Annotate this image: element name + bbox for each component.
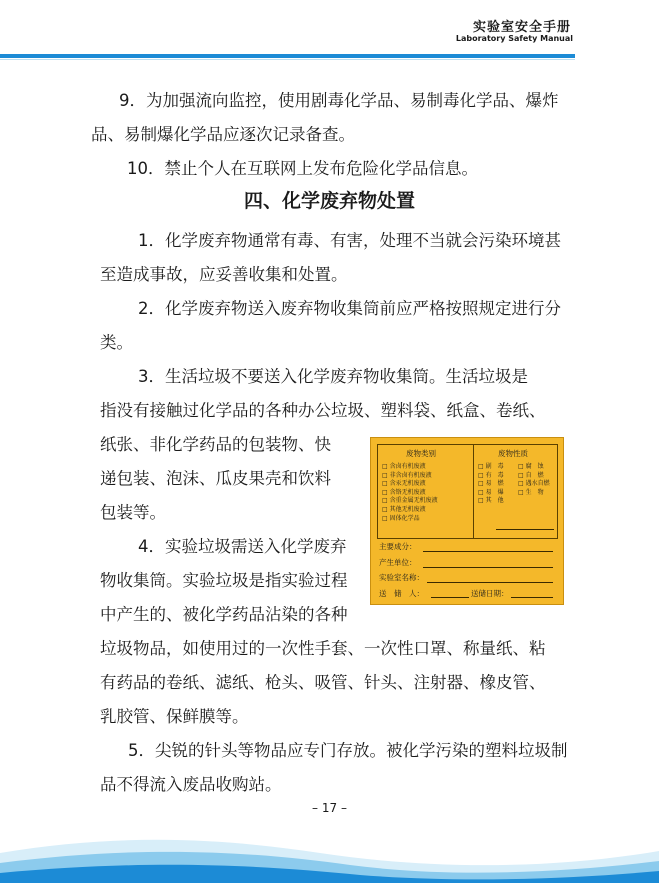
- header-divider-thin: [0, 59, 575, 60]
- field-underline: [431, 597, 469, 598]
- waste-category-item: □ 非含卤有机废液: [382, 471, 432, 479]
- paragraph-waste-3-line3: 纸张、非化学药品的包装物、快: [100, 435, 331, 454]
- waste-label-figure: [370, 437, 564, 605]
- paragraph-waste-4-line6: 乳胶管、保鲜膜等。: [100, 707, 249, 726]
- paragraph-item-9: 9．为加强流向监控，使用剧毒化学品、易制毒化学品、爆炸品、易制爆化学品应逐次记录备查。: [91, 91, 559, 144]
- paragraph-waste-3-line4: 递包装、泡沫、瓜皮果壳和饮料: [100, 469, 331, 488]
- waste-property-item: □ 易 爆: [478, 488, 504, 496]
- paragraph-waste-4-line3: 中产生的、被化学药品沾染的各种: [100, 605, 348, 624]
- paragraph-waste-4-line5: 有药品的卷纸、滤纸、枪头、吸管、针头、注射器、橡皮管、: [100, 673, 546, 692]
- waste-property-item: □ 剧 毒: [478, 463, 504, 470]
- waste-property-blank: [496, 529, 554, 530]
- waste-property-item: □ 有 毒: [478, 471, 504, 479]
- waste-label-column-divider: [473, 445, 474, 538]
- waste-property-title: 废物性质: [498, 449, 528, 458]
- paragraph-waste-3-line2: 指没有接触过化学品的各种办公垃圾、塑料袋、纸盒、卷纸、: [100, 401, 546, 420]
- waste-property-item: □ 其 他: [478, 497, 504, 505]
- field-underline: [427, 582, 553, 583]
- field-underline: [511, 597, 553, 598]
- waste-property-item: □ 自 燃: [518, 471, 544, 479]
- waste-category-title: 废物类别: [406, 449, 436, 458]
- waste-category-item: □ 含汞无机废液: [382, 480, 426, 488]
- label-field-sender: 送 储 人：: [379, 589, 424, 598]
- waste-property-item: □ 生 物: [518, 488, 544, 496]
- header-subtitle: Laboratory Safety Manual: [455, 34, 573, 43]
- field-underline: [423, 567, 553, 568]
- paragraph-waste-4-line1: 4．实验垃圾需送入化学废弃: [138, 537, 347, 556]
- page-number: – 17 –: [312, 801, 347, 815]
- label-field-lab-name: 实验室名称：: [379, 573, 424, 582]
- paragraph-waste-2: 2．化学废弃物送入废弃物收集筒前应严格按照规定进行分类。: [100, 299, 561, 352]
- header-title: 实验室安全手册: [472, 20, 571, 35]
- paragraph-waste-4-line2: 物收集筒。实验垃圾是指实验过程: [100, 571, 348, 590]
- waste-category-item: □ 含铬无机废液: [382, 488, 426, 496]
- waste-property-item: □ 腐 蚀: [518, 463, 544, 470]
- footer-wave-decoration: [0, 823, 659, 883]
- paragraph-waste-3-line1: 3．生活垃圾不要送入化学废弃物收集筒。生活垃圾是: [138, 367, 528, 386]
- paragraph-waste-5: 5．尖锐的针头等物品应专门存放。被化学污染的塑料垃圾制品不得流入废品收购站。: [100, 741, 568, 794]
- field-underline: [423, 551, 553, 552]
- header-divider: [0, 54, 575, 58]
- waste-category-item: □ 含卤有机废液: [382, 463, 426, 470]
- waste-category-item: □ 其他无机废液: [382, 506, 426, 513]
- waste-property-item: □ 遇水自燃: [518, 480, 550, 488]
- paragraph-item-10: 10．禁止个人在互联网上发布危险化学品信息。: [127, 159, 478, 178]
- paragraph-waste-3-line5: 包装等。: [100, 503, 166, 522]
- section-heading: 四、化学废弃物处置: [243, 190, 415, 212]
- label-field-date: 送储日期：: [471, 589, 509, 598]
- waste-label-table: [377, 444, 558, 539]
- paragraph-waste-1: 1．化学废弃物通常有毒、有害，处理不当就会污染环境甚至造成事故，应妥善收集和处置。: [100, 231, 561, 284]
- paragraph-waste-4-line4: 垃圾物品，如使用过的一次性手套、一次性口罩、称量纸、粘: [100, 639, 546, 658]
- label-field-unit: 产生单位：: [379, 558, 417, 567]
- label-field-main-component: 主要成分：: [379, 542, 417, 551]
- waste-category-item: □ 固体化学品: [382, 514, 420, 522]
- waste-property-item: □ 易 燃: [478, 480, 504, 488]
- waste-category-item: □ 含重金属无机废液: [382, 497, 438, 505]
